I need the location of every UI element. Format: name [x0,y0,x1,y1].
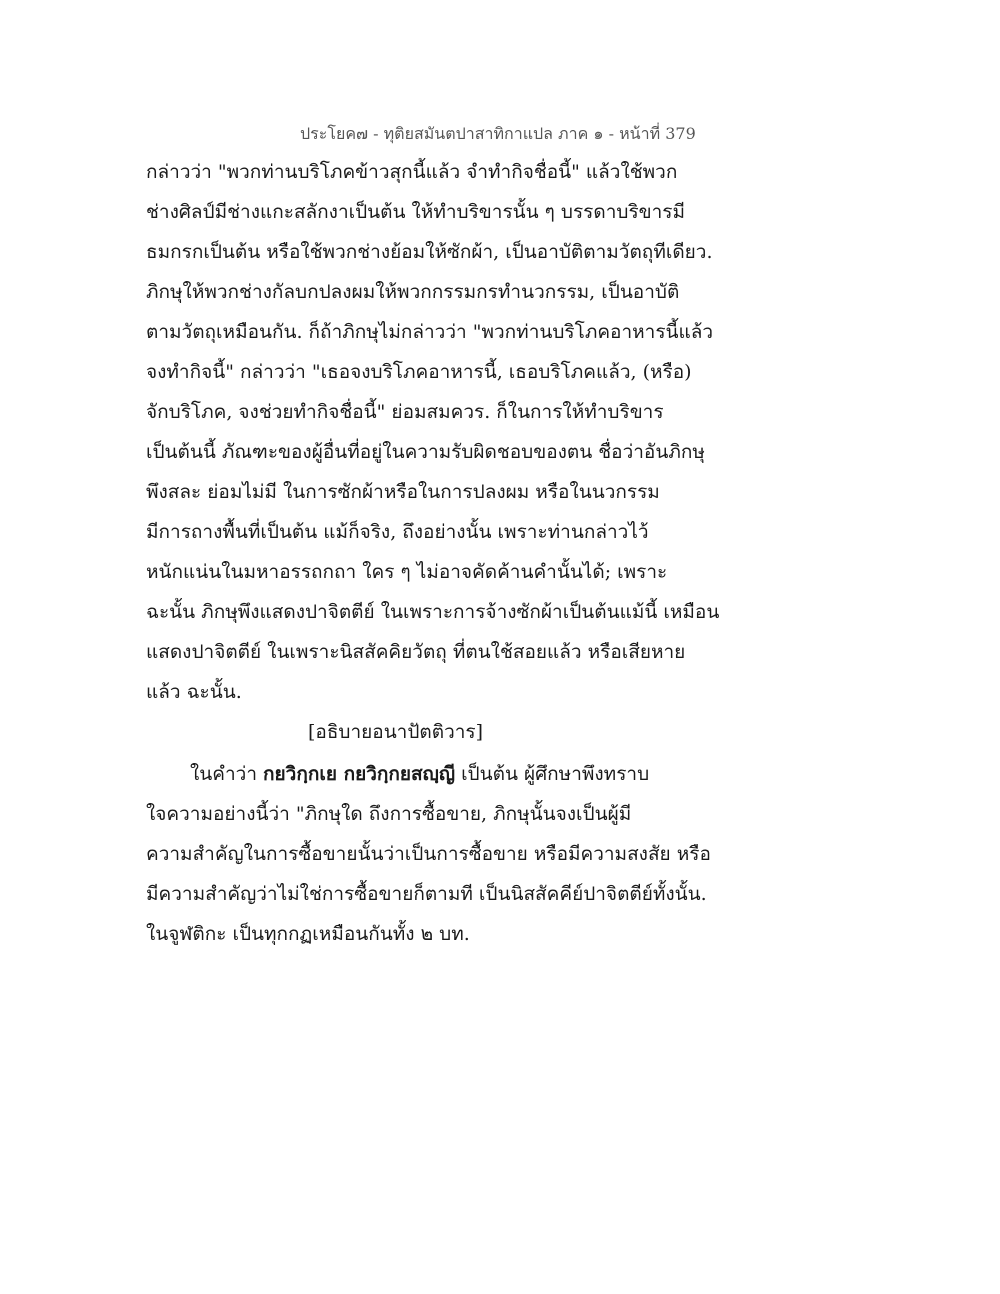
text-line: ฉะนั้น ภิกษุพึงแสดงปาจิตตีย์ ในเพราะการจ้างซักผ้าเป็นต้นแม้นี้ เหมือน [146,601,720,623]
text-line: ในจูฬติกะ เป็นทุกกฏเหมือนกันทั้ง ๒ บท. [146,923,470,945]
text-line: ตามวัตถุเหมือนกัน. ก็ถ้าภิกษุไม่กล่าวว่า "พวกท่านบริโภคอาหารนี้แล้ว [146,321,714,343]
text-line: หนักแน่นในมหาอรรถกถา ใคร ๆ ไม่อาจคัดค้านคำนั้นได้; เพราะ [146,561,668,583]
paragraph-first-line [190,762,790,786]
text-line: จงทำกิจนี้" กล่าวว่า "เธอจงบริโภคอาหารนี้, เธอบริโภคแล้ว, (หรือ) [146,361,692,383]
pali-term: กยวิกฺกเย กยวิกฺกยสญฺญี [263,763,456,785]
text-line: เป็นต้นนี้ ภัณฑะของผู้อื่นที่อยู่ในความรับผิดชอบของตน ชื่อว่าอันภิกษุ [146,441,705,463]
text-line: ช่างศิลป์มีช่างแกะสลักงาเป็นต้น ให้ทำบริขารนั้น ๆ บรรดาบริขารมี [146,201,686,223]
text-line: จักบริโภค, จงช่วยทำกิจชื่อนี้" ย่อมสมควร. ก็ในการให้ทำบริขาร [146,401,664,423]
text-line: กล่าวว่า "พวกท่านบริโภคข้าวสุกนี้แล้ว จำทำกิจชื่อนี้" แล้วใช้พวก [146,161,678,183]
text-line: ความสำคัญในการซื้อขายนั้นว่าเป็นการซื้อขาย หรือมีความสงสัย หรือ [146,843,711,865]
first-line-suffix: เป็นต้น ผู้ศึกษาพึงทราบ [461,763,650,785]
section-heading: [อธิบายอนาปัตติวาร] [308,721,484,743]
first-line-prefix: ในคำว่า [190,763,257,785]
text-line: ภิกษุให้พวกช่างกัลบกปลงผมให้พวกกรรมกรทำนวกรรม, เป็นอาบัติ [146,281,680,303]
text-line: มีความสำคัญว่าไม่ใช่การซื้อขายก็ตามที เป็นนิสสัคคีย์ปาจิตตีย์ทั้งนั้น. [146,883,707,905]
page-header: ประโยค๗ - ทุติยสมันตปาสาทิกาแปล ภาค ๑ - หน้าที่ 379 [300,124,696,143]
text-line: แล้ว ฉะนั้น. [146,681,242,703]
text-line: ใจความอย่างนี้ว่า "ภิกษุใด ถึงการซื้อขาย, ภิกษุนั้นจงเป็นผู้มี [146,803,632,825]
text-line: ธมกรกเป็นต้น หรือใช้พวกช่างย้อมให้ซักผ้า, เป็นอาบัติตามวัตถุทีเดียว. [146,241,713,263]
text-line: มีการถางพื้นที่เป็นต้น แม้ก็จริง, ถึงอย่างนั้น เพราะท่านกล่าวไว้ [146,521,649,543]
text-line: พึงสละ ย่อมไม่มี ในการซักผ้าหรือในการปลงผม หรือในนวกรรม [146,481,660,503]
text-line: แสดงปาจิตตีย์ ในเพราะนิสสัคคิยวัตถุ ที่ตนใช้สอยแล้ว หรือเสียหาย [146,641,686,663]
